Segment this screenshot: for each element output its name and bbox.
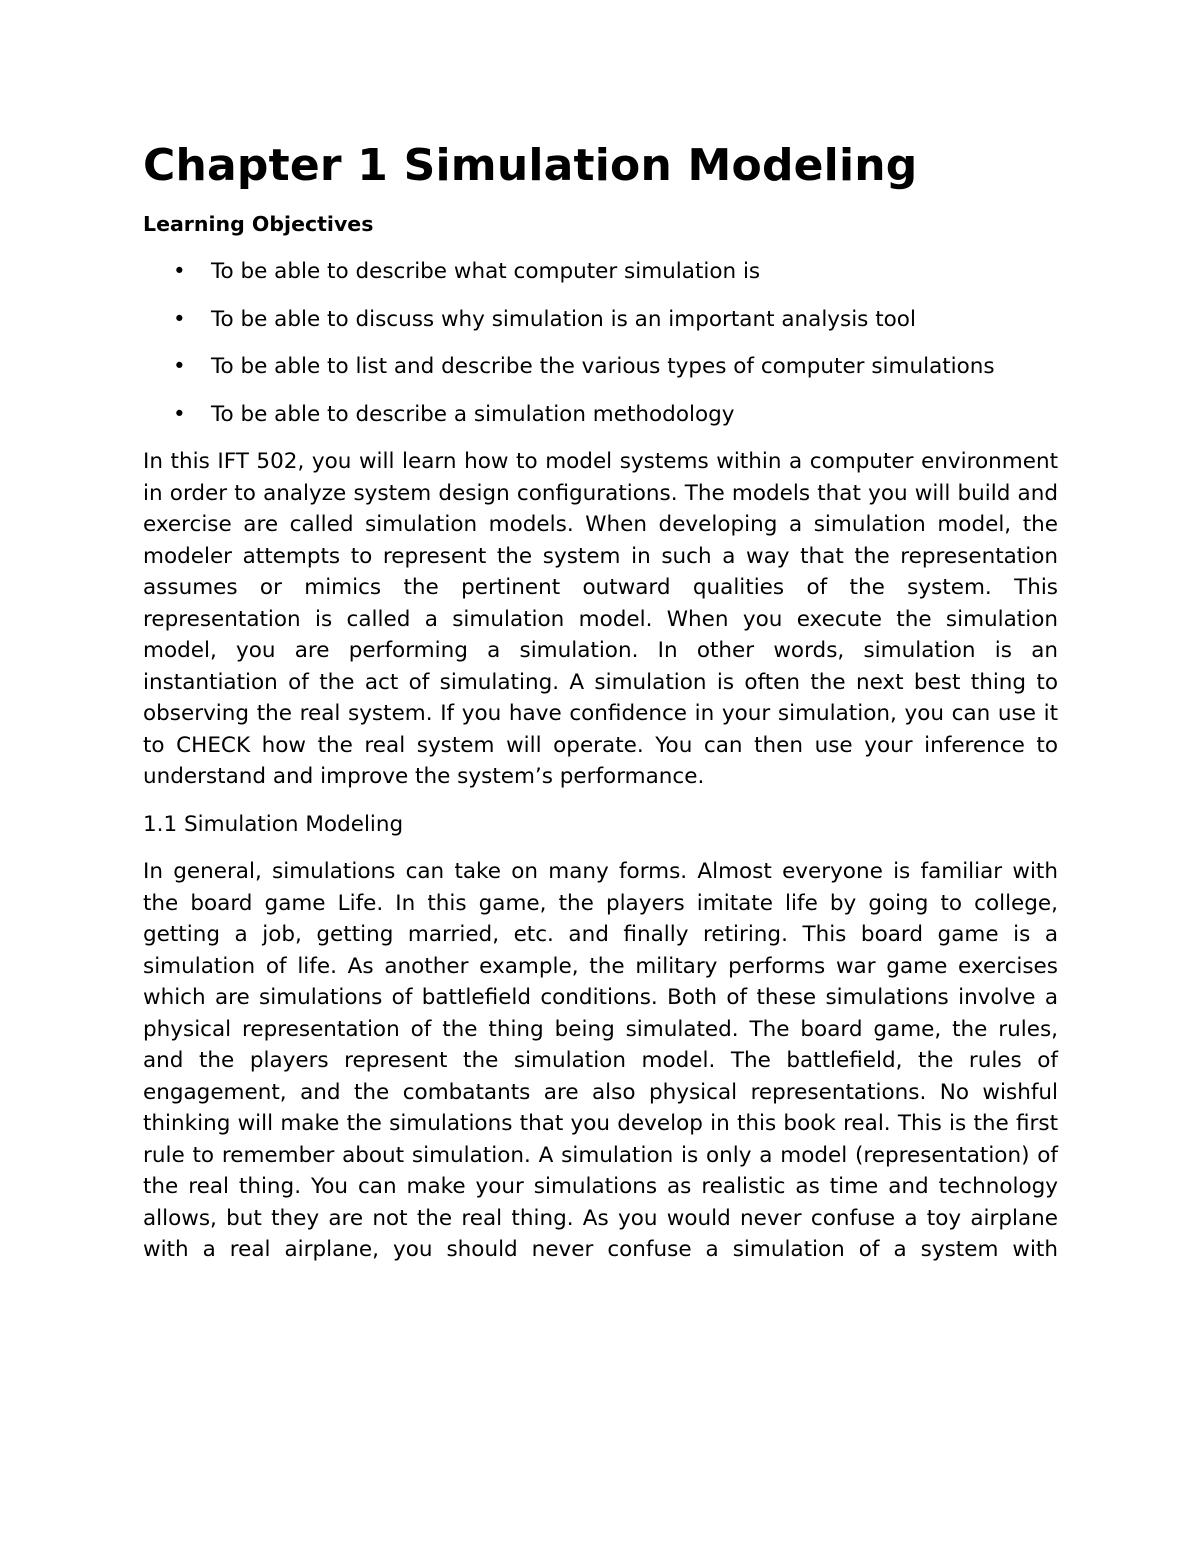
- bullet-icon: •: [173, 401, 186, 427]
- learning-objectives-heading: Learning Objectives: [143, 212, 374, 236]
- learning-objectives-list: [143, 256, 1058, 430]
- objective-item: [143, 304, 1058, 336]
- section-heading: 1.1 Simulation Modeling: [143, 811, 404, 837]
- bullet-icon: •: [173, 259, 186, 284]
- chapter-title: Chapter 1 Simulation Modeling: [143, 140, 918, 191]
- bullet-icon: •: [173, 306, 186, 332]
- objective-text: To be able to describe a simulation methodology: [211, 401, 735, 427]
- objective-item: [143, 256, 1058, 288]
- document-page: [143, 138, 1058, 1282]
- objective-item: [143, 399, 1058, 431]
- bullet-icon: •: [173, 354, 186, 379]
- objective-text: To be able to discuss why simulation is an important analysis tool: [211, 306, 916, 332]
- objective-text: To be able to list and describe the various types of computer simulations: [211, 354, 995, 379]
- section-paragraph: In general, simulations can take on many forms. Almost everyone is familiar with the board game Life. In this game, the players imitate life by going to college, getting a job, getting married, etc. and finally retiring. This board game is a simulation of life. As another example, the military performs war game exercises which are simulations of battlefield conditions. Both of these simulations involve a physical representation of the thing being simulated. The board game, the rules, and the players represent the simulation model. The battlefield, the rules of engagement, and the combatants are also physical representations. No wishful thinking will make the simulations that you develop in this book real. This is the first rule to remember about simulation. A simulation is only a model (representation) of the real thing. You can make your simulations as realistic as time and technology allows, but they are not the real thing. As you would never confuse a toy airplane with a real airplane, you should never confuse a simulation of a system with: [143, 859, 1058, 1262]
- objective-item: [143, 351, 1058, 383]
- intro-paragraph: In this IFT 502, you will learn how to model systems within a computer environment in order to analyze system design configurations. The models that you will build and exercise are called simulation models. When developing a simulation model, the modeler attempts to represent the system in such a way that the representation assumes or mimics the pertinent outward qualities of the system. This representation is called a simulation model. When you execute the simulation model, you are performing a simulation. In other words, simulation is an instantiation of the act of simulating. A simulation is often the next best thing to observing the real system. If you have confidence in your simulation, you can use it to CHECK how the real system will operate. You can then use your inference to understand and improve the system’s performance.: [143, 449, 1058, 789]
- objective-text: To be able to describe what computer simulation is: [211, 259, 761, 284]
